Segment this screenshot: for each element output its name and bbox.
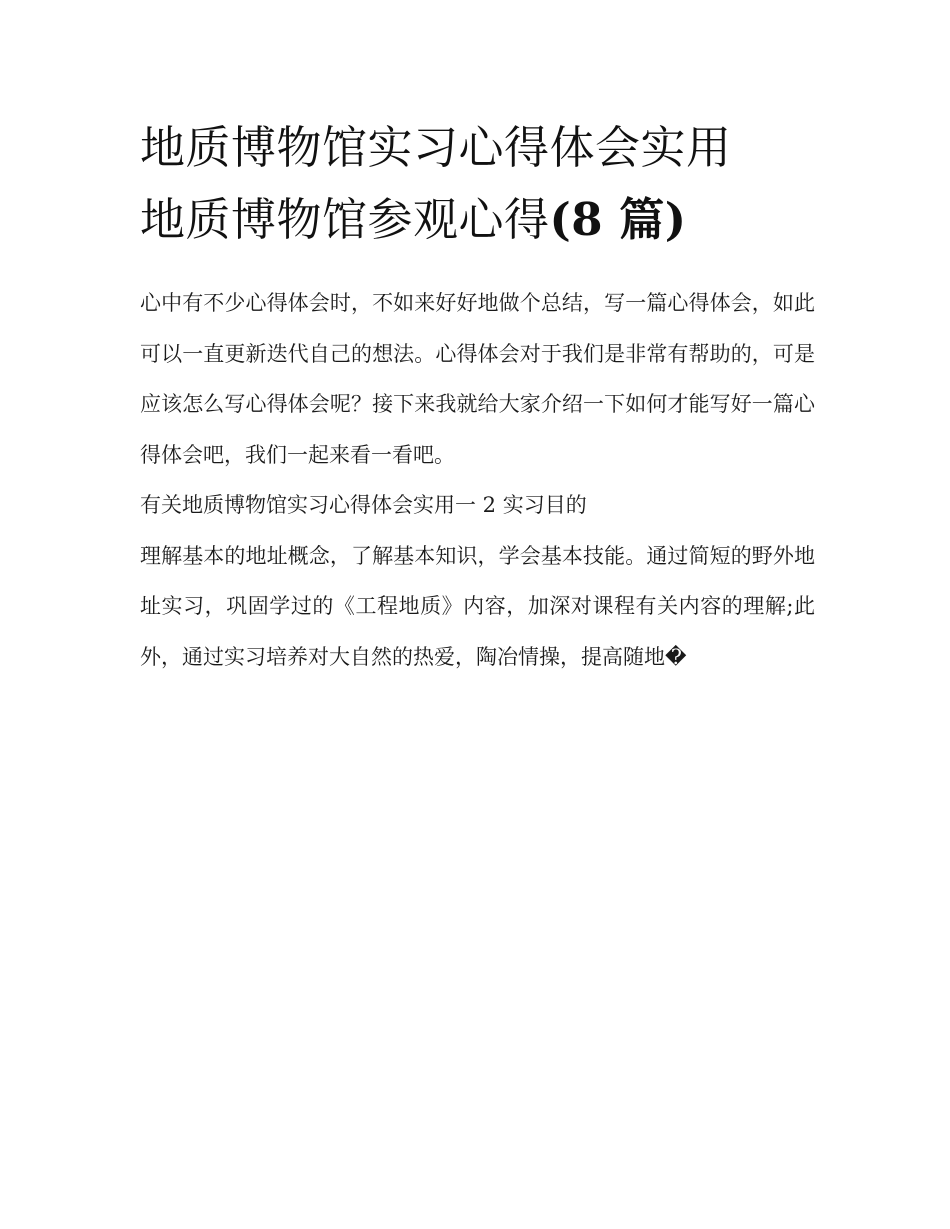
body-paragraph: 理解基本的地址概念，了解基本知识，学会基本技能。通过简短的野外地址实习，巩固学过的《工程地质》内容，加深对课程有关内容的理解;此外，通过实习培养对大自然的热爱，陶冶情操，提高随地�	[140, 543, 815, 669]
title-line-2-prefix: 地质博物馆参观心得	[140, 193, 550, 246]
document-title	[140, 112, 815, 256]
title-line-2-suffix: (8 篇)	[549, 193, 687, 246]
document-content	[140, 112, 815, 682]
title-line-1: 地质博物馆实习心得体会实用	[140, 121, 732, 174]
document-body	[140, 278, 815, 682]
title-line-2	[140, 184, 815, 256]
intro-paragraph: 心中有不少心得体会时，不如来好好地做个总结，写一篇心得体会，如此可以一直更新迭代自己的想法。心得体会对于我们是非常有帮助的，可是应该怎么写心得体会呢？接下来我就给大家介绍一下如何才能写好一篇心得体会吧，我们一起来看一看吧。	[140, 291, 815, 467]
section-heading: 有关地质博物馆实习心得体会实用一 2 实习目的	[140, 493, 587, 517]
